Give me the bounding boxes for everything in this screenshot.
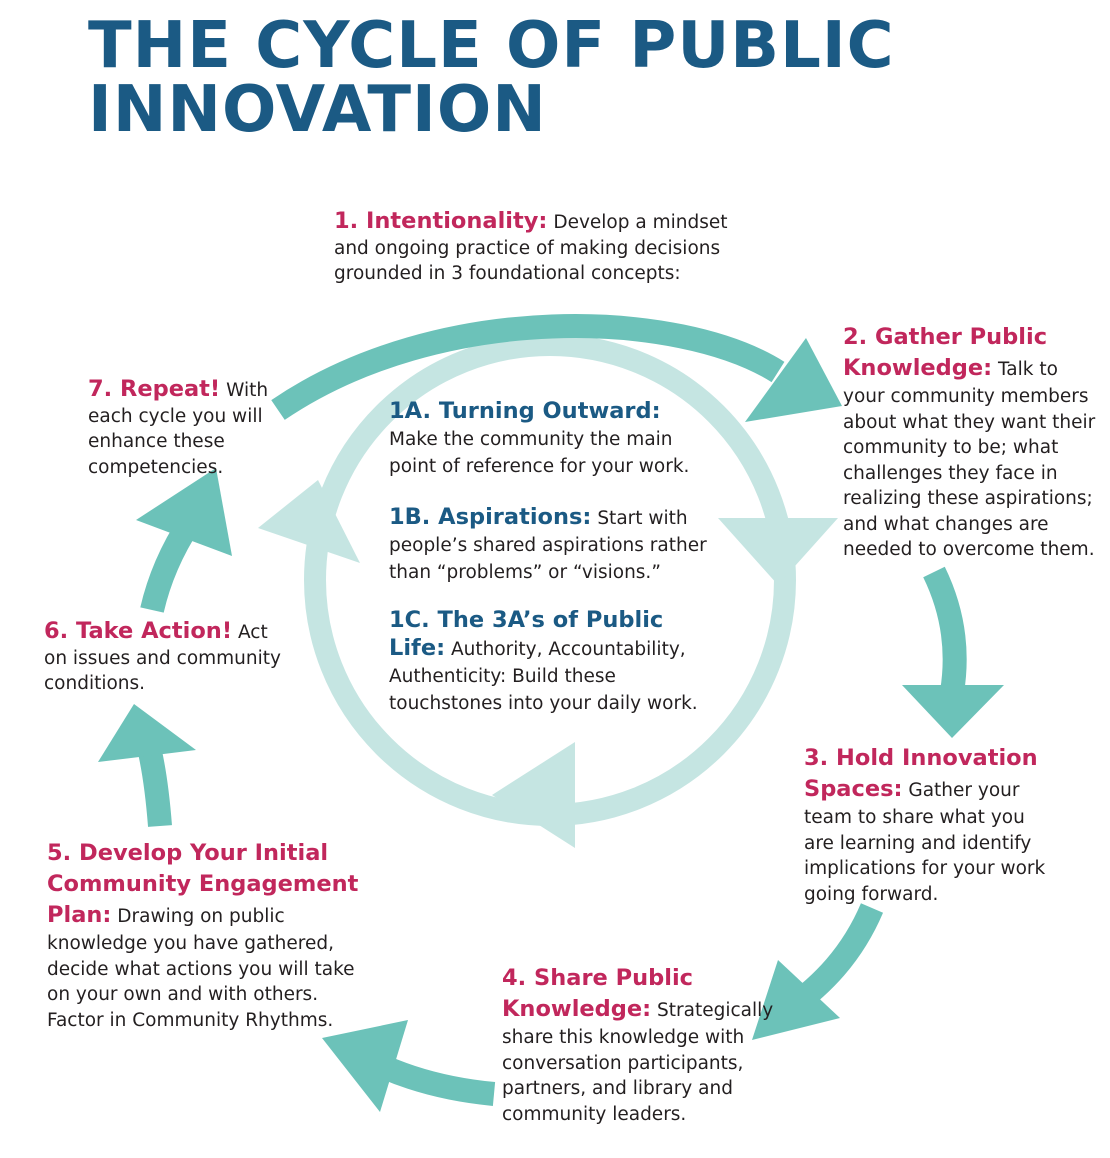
step-1-heading: 1. Intentionality: xyxy=(334,208,548,234)
concept-1a-body: Make the community the main point of reference for your work. xyxy=(389,429,690,477)
step-5-heading: 5. Develop Your Initial Community Engagement Plan: xyxy=(47,840,359,928)
concept-1c-heading: 1C. The 3A’s of Public Life: xyxy=(389,607,664,661)
concept-1b-heading: 1B. Aspirations: xyxy=(389,504,592,530)
concept-1b-body: Start with people’s shared aspirations rather than “problems” or “visions.” xyxy=(389,508,707,583)
step-6-body: Act on issues and community conditions. xyxy=(44,622,281,694)
step-7-repeat xyxy=(88,377,278,480)
inner-arrowhead-bottom xyxy=(492,742,575,848)
step-3-body: Gather your team to share what you are learning and identify implications for your work going forward. xyxy=(804,780,1046,905)
arrowhead-step6 xyxy=(98,704,196,762)
step-3-heading: 3. Hold Innovation Spaces: xyxy=(804,745,1038,802)
step-1-intentionality xyxy=(334,209,734,287)
concept-1c-three-as xyxy=(389,607,709,717)
step-4-share-public-knowledge xyxy=(502,963,777,1127)
step-6-heading: 6. Take Action! xyxy=(44,618,233,644)
step-5-develop-engagement-plan xyxy=(47,838,367,1033)
step-5-body: Drawing on public knowledge you have gathered, decide what actions you will take on your own and with others. Factor in Community Rhythms. xyxy=(47,906,355,1031)
step-2-gather-public-knowledge xyxy=(843,322,1105,563)
step-7-body: With each cycle you will enhance these competencies. xyxy=(88,380,269,478)
title-line-2: INNOVATION xyxy=(88,73,547,147)
step-6-take-action xyxy=(44,619,294,697)
step-2-body: Talk to your community members about what they want their community to be; what challenges they face in realizing these aspirations; and what changes are needed to overcome them. xyxy=(843,359,1096,560)
step-3-hold-innovation-spaces xyxy=(804,743,1054,907)
step-2-heading: 2. Gather Public Knowledge: xyxy=(843,324,1048,381)
arrow-step5-to-step6 xyxy=(150,752,160,826)
step-1-body: Develop a mindset and ongoing practice of making decisions grounded in 3 foundational concepts: xyxy=(334,212,728,284)
arrowhead-step3 xyxy=(902,685,1004,738)
concept-1a-turning-outward xyxy=(389,398,709,480)
step-4-body: Strategically share this knowledge with conversation participants, partners, and library and community leaders. xyxy=(502,1000,774,1125)
concept-1c-body: Authority, Accountability, Authenticity: Build these touchstones into your daily work. xyxy=(389,639,698,714)
step-4-heading: 4. Share Public Knowledge: xyxy=(502,965,694,1022)
concept-1b-aspirations xyxy=(389,504,719,586)
step-7-heading: 7. Repeat! xyxy=(88,376,221,402)
arrow-step2-to-step3 xyxy=(934,572,955,692)
concept-1a-heading: 1A. Turning Outward: xyxy=(389,398,661,424)
title-line-1: THE CYCLE OF PUBLIC xyxy=(88,9,895,83)
inner-arrowhead-right xyxy=(718,518,838,585)
